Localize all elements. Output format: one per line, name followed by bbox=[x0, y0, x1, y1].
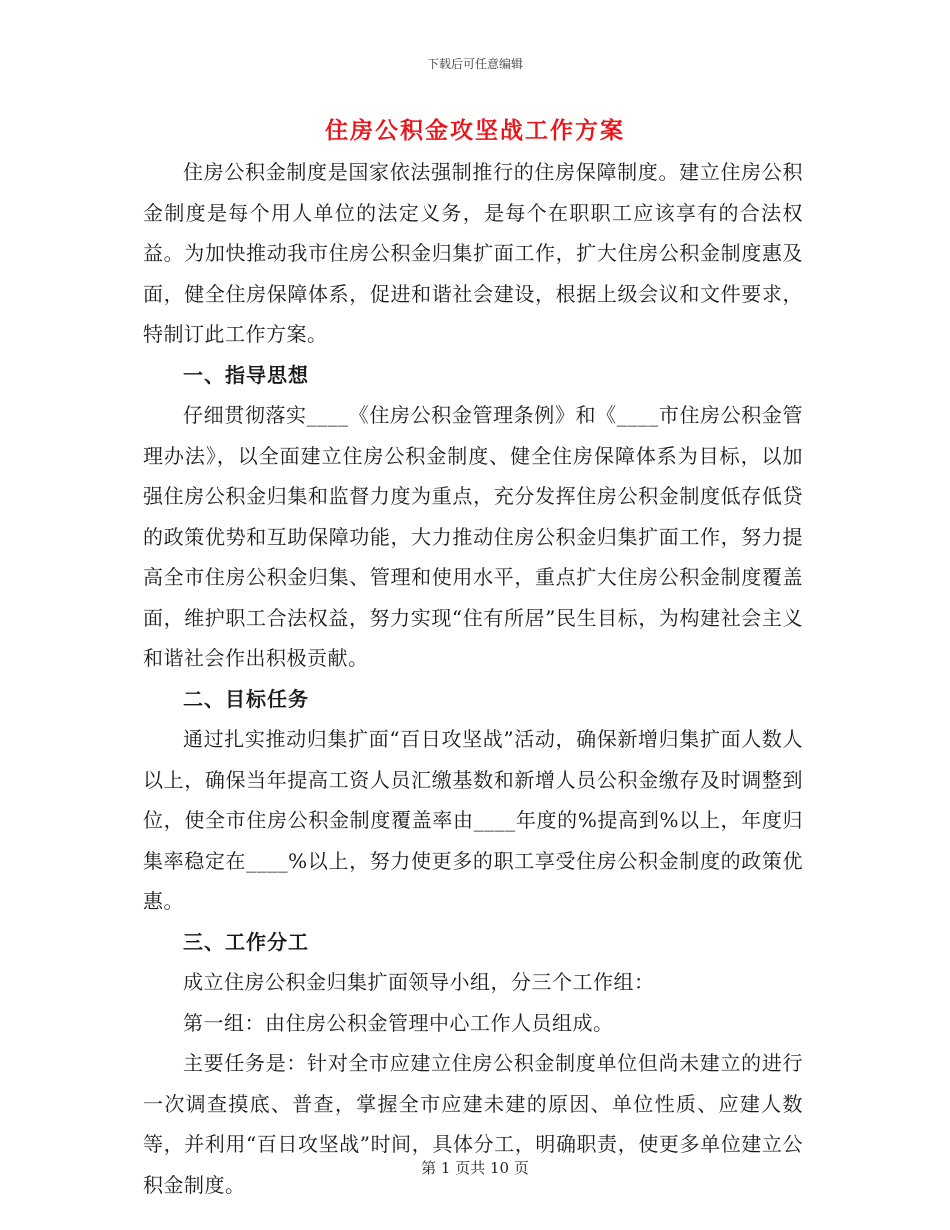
document-title: 住房公积金攻坚战工作方案 bbox=[325, 117, 625, 144]
section-paragraph-objectives: 通过扎实推动归集扩面“百日攻坚战”活动，确保新增归集扩面人数人以上，确保当年提高工资人员汇缴基数和新增人员公积金缴存及时调整到位，使全市住房公积金制度覆盖率由____年度的%提高到%以上，年度归集率稳定在____%以上，努力使更多的职工享受住房公积金制度的政策优惠。 bbox=[143, 727, 803, 913]
section-heading-objectives: 二、目标任务 bbox=[183, 686, 309, 711]
section-paragraph-main-tasks: 主要任务是：针对全市应建立住房公积金制度单位但尚未建立的进行一次调查摸底、普查，掌握全市应建未建的原因、单位性质、应建人数等，并利用“百日攻坚战”时间，具体分工，明确职责，使更多单位建立公积金制度。 bbox=[143, 1051, 803, 1197]
section-heading-division-of-work: 三、工作分工 bbox=[183, 929, 309, 954]
section-paragraph-guiding-ideology: 仔细贯彻落实____《住房公积金管理条例》和《____市住房公积金管理办法》，以全面建立住房公积金制度、健全住房保障体系为目标，以加强住房公积金归集和监督力度为重点，充分发挥住房公积金制度低存低贷的政策优势和互助保障功能，大力推动住房公积金归集扩面工作，努力提高全市住房公积金归集、管理和使用水平，重点扩大住房公积金制度覆盖面，维护职工合法权益，努力实现“住有所居”民生目标，为构建社会主义和谐社会作出积极贡献。 bbox=[143, 403, 803, 670]
intro-paragraph: 住房公积金制度是国家依法强制推行的住房保障制度。建立住房公积金制度是每个用人单位的法定义务，是每个在职职工应该享有的合法权益。为加快推动我市住房公积金归集扩面工作，扩大住房公积金制度惠及面，健全住房保障体系，促进和谐社会建设，根据上级会议和文件要求，特制订此工作方案。 bbox=[143, 160, 803, 346]
section-paragraph-leading-group: 成立住房公积金归集扩面领导小组，分三个工作组： bbox=[183, 970, 655, 994]
page-footer: 第 1 页共 10 页 bbox=[421, 1159, 529, 1177]
header-note: 下载后可任意编辑 bbox=[426, 57, 523, 71]
section-heading-guiding-ideology: 一、指导思想 bbox=[183, 362, 309, 387]
section-paragraph-group-one: 第一组：由住房公积金管理中心工作人员组成。 bbox=[183, 1010, 614, 1035]
document-body bbox=[143, 152, 803, 1205]
